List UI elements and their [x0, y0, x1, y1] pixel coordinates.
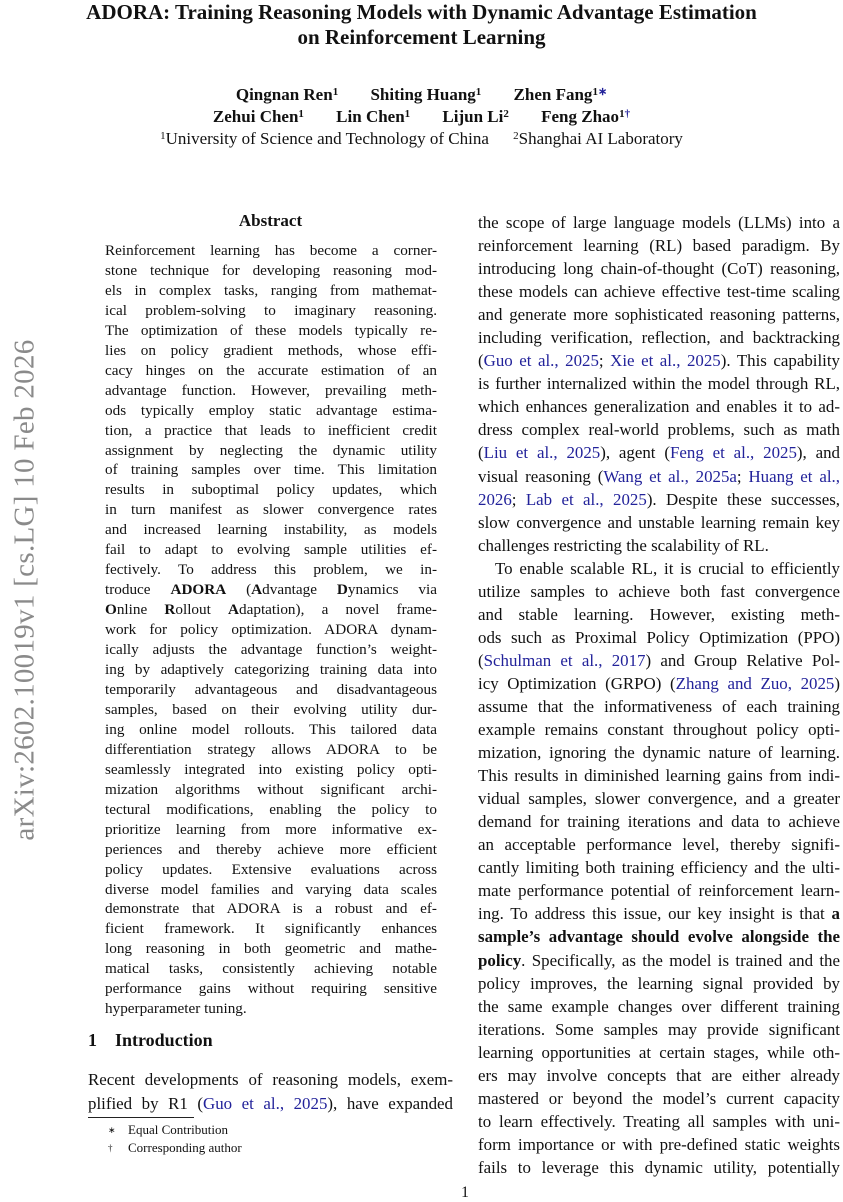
text-line — [478, 741, 840, 764]
text-run: fectively. To address this problem, we in- — [105, 561, 437, 579]
affiliation-number: 1 — [592, 86, 598, 98]
text-line — [478, 764, 840, 787]
author-row-2 — [0, 106, 843, 128]
text-run: fail to adapt to evolving sample utilities ef- — [105, 541, 437, 559]
text-line — [478, 672, 840, 695]
text-line — [478, 488, 840, 511]
text-line — [478, 1156, 840, 1179]
citation-link[interactable]: Liu et al., 2025 — [483, 443, 601, 463]
author-name: Lijun Li — [442, 107, 504, 126]
title-line-1: ADORA: Training Reasoning Models with Dynamic Advantage Estimation — [86, 0, 757, 24]
text-run: an acceptable performance level, thereby signifi- — [478, 835, 840, 855]
text-line — [478, 303, 840, 326]
text-line — [478, 372, 840, 395]
footnote — [108, 1140, 242, 1156]
text-run: ical problem-solving to imaginary reasoning. — [105, 301, 437, 319]
text-run: ). This capability — [720, 351, 840, 371]
affiliation — [513, 129, 683, 148]
text-run: introducing long chain-of-thought (CoT) reasoning, — [478, 259, 840, 279]
text-run: work for policy optimization. ADORA dynam- — [105, 621, 437, 639]
affiliation-mark — [592, 86, 607, 98]
text-run: ers may involve concepts that are either already — [478, 1065, 840, 1085]
affiliation — [160, 129, 489, 148]
affiliation-number: 1 — [619, 108, 625, 120]
text-run: hyperparameter tuning. — [105, 1000, 247, 1018]
footnote-text: Corresponding author — [128, 1140, 242, 1155]
text-line — [478, 995, 840, 1018]
text-line — [105, 361, 437, 381]
affiliation-mark: 1 — [298, 108, 304, 120]
text-run: results in suboptimal policy updates, which — [105, 481, 437, 499]
author — [336, 107, 410, 126]
text-line — [478, 1064, 840, 1087]
text-run: ollout — [175, 601, 229, 619]
author-name: Feng Zhao — [541, 107, 620, 126]
citation-link[interactable]: Lab et al., 2025 — [525, 489, 647, 509]
text-run: assume that the informativeness of each training — [478, 696, 840, 716]
text-run: challenges restricting the scalability of RL. — [478, 535, 769, 555]
text-line — [105, 500, 437, 520]
text-run: ; — [736, 466, 749, 486]
text-run: the scope of large language models (LLMs) into a — [478, 213, 840, 232]
text-line — [478, 211, 840, 234]
author-name: Qingnan Ren — [235, 85, 333, 104]
text-run: nline — [116, 601, 165, 619]
text-line — [478, 695, 840, 718]
text-run: mization algorithms without significant archi- — [105, 780, 437, 798]
text-line — [105, 840, 437, 860]
text-run: ods typically employ static advantage estima- — [105, 401, 437, 419]
text-line — [478, 1110, 840, 1133]
text-run: advantage function. However, prevailing meth- — [105, 381, 437, 399]
text-line — [478, 603, 840, 626]
text-run: troduce — [105, 581, 171, 599]
text-run: ( — [226, 581, 252, 599]
text-line — [105, 720, 437, 740]
text-line — [105, 421, 437, 441]
text-run: ; — [511, 489, 526, 509]
text-run: mate performance potential of reinforcement learn- — [478, 881, 840, 901]
text-run: iterations. Some samples may provide significant — [478, 1019, 840, 1039]
introduction-left-column — [88, 1068, 453, 1115]
text-run: of training samples over time. This limitation — [105, 461, 437, 479]
text-line — [478, 1018, 840, 1041]
text-run: diverse model families and varying data scales — [105, 880, 437, 898]
citation-link[interactable]: Guo et al., 2025 — [483, 351, 599, 371]
text-run: ) — [834, 673, 840, 693]
text-line — [478, 972, 840, 995]
text-line — [478, 1133, 840, 1156]
footnote-link[interactable]: ∗ — [597, 86, 608, 98]
text-line — [105, 740, 437, 760]
page-number: 1 — [461, 1184, 469, 1201]
bold-text: policy — [478, 950, 522, 970]
text-line — [478, 626, 840, 649]
text-run: reinforcement learning (RL) based paradigm. By — [478, 236, 840, 256]
text-line — [105, 780, 437, 800]
text-run: matical tasks, consistently achieving notable — [105, 960, 437, 978]
text-line — [105, 700, 437, 720]
affiliation-mark: 1 — [404, 108, 411, 120]
text-line — [478, 787, 840, 810]
text-run: long reasoning in both geometric and mathe- — [105, 940, 437, 958]
text-run: cantly limiting both training efficiency and the ulti- — [478, 858, 840, 878]
text-line — [478, 810, 840, 833]
text-line — [105, 999, 437, 1019]
text-run: to learn effectively. Treating all samples with uni- — [478, 1111, 840, 1131]
text-run: policy updates. Extensive evaluations across — [105, 860, 437, 878]
author — [442, 107, 508, 126]
text-line — [478, 557, 840, 580]
author-name: Zhen Fang — [513, 85, 593, 104]
text-run: ( — [478, 351, 484, 371]
text-run: Recent developments of reasoning models, exem- — [88, 1070, 453, 1089]
bold-text: A — [228, 601, 240, 619]
text-line — [478, 879, 840, 902]
citation-link[interactable]: 2026 — [478, 489, 512, 509]
affiliation-name: Shanghai AI Laboratory — [518, 129, 683, 148]
text-line — [105, 441, 437, 461]
text-run: and increased learning instability, as models — [105, 521, 437, 539]
text-run: ically adjusts the advantage function’s weight- — [105, 641, 437, 659]
title-line-2: on Reinforcement Learning — [297, 25, 546, 49]
abstract-heading: Abstract — [238, 211, 303, 230]
text-run: Reinforcement learning has become a corner- — [105, 242, 437, 259]
bold-text: ADORA — [170, 581, 227, 599]
text-line — [105, 381, 437, 401]
text-line — [478, 349, 840, 372]
text-line — [478, 649, 840, 672]
text-run: prioritize learning from more informative ex- — [105, 820, 437, 838]
text-run: ing. To address this issue, our key insight is that — [478, 904, 832, 924]
text-run: demonstrate that ADORA is a robust and ef- — [105, 900, 437, 918]
citation-link[interactable]: Zhang and Zuo, 2025 — [675, 673, 835, 693]
text-line — [105, 281, 437, 301]
text-line — [105, 760, 437, 780]
abstract-body — [105, 241, 437, 1019]
text-line — [478, 902, 840, 925]
text-run: is further internalized within the model through RL, — [478, 374, 840, 394]
text-run: lies on policy gradient methods, whose effi- — [105, 341, 437, 359]
text-line — [478, 856, 840, 879]
text-line — [105, 261, 437, 281]
affiliation-mark: 1 — [475, 86, 482, 98]
text-line — [478, 1087, 840, 1110]
text-line — [105, 520, 437, 540]
text-run: utilize samples to achieve both fast convergence — [478, 581, 840, 601]
author-block — [0, 84, 843, 150]
text-run: ), agent ( — [600, 443, 670, 463]
text-run: stone technique for developing reasoning mod- — [105, 261, 437, 279]
text-run: fails to leverage this dynamic utility, potentially — [478, 1157, 840, 1177]
text-line — [478, 326, 840, 349]
text-line — [105, 460, 437, 480]
text-line — [105, 341, 437, 361]
author-row-1 — [0, 84, 843, 106]
text-line — [105, 680, 437, 700]
text-run: temporarily advantageous and disadvantageous — [105, 680, 437, 698]
section-title: Introduction — [115, 1030, 213, 1050]
text-run: visual reasoning ( — [478, 466, 604, 486]
text-line — [88, 1092, 453, 1116]
text-line — [478, 534, 840, 557]
citation-link[interactable]: Guo et al., 2025 — [203, 1093, 328, 1113]
text-run: ), have expanded — [327, 1093, 453, 1113]
affiliations — [0, 128, 843, 150]
author-name: Lin Chen — [336, 107, 405, 126]
text-run: in turn manifest as slower convergence rates — [105, 501, 437, 519]
text-run: periences and thereby achieve more efficient — [105, 840, 437, 858]
text-line — [478, 511, 840, 534]
text-run: and generate more sophisticated reasoning patterns, — [478, 305, 840, 325]
text-line — [105, 580, 437, 600]
affiliation-number: 1 — [160, 130, 166, 142]
text-line — [478, 280, 840, 303]
text-line — [105, 321, 437, 341]
text-line — [105, 560, 437, 580]
section-number: 1 — [88, 1030, 97, 1050]
text-run: To enable scalable RL, it is crucial to efficiently — [495, 558, 840, 578]
text-line — [478, 441, 840, 464]
text-run: This results in diminished learning gains from indi- — [478, 766, 840, 786]
text-line — [478, 465, 840, 488]
text-line — [105, 540, 437, 560]
text-line — [105, 800, 437, 820]
affiliation-mark — [619, 108, 630, 120]
text-line — [105, 919, 437, 939]
text-run: plified by R1 ( — [88, 1093, 204, 1113]
introduction-right-column — [478, 211, 840, 1179]
text-line — [105, 880, 437, 900]
affiliation-mark: 1 — [332, 86, 339, 98]
author — [514, 85, 608, 104]
text-run: ; — [598, 351, 611, 371]
text-run: learning opportunities at certain stages, while oth- — [478, 1042, 840, 1062]
text-line — [105, 620, 437, 640]
text-run: performance gains without requiring sensitive — [105, 980, 437, 998]
text-line — [105, 959, 437, 979]
text-run: samples, based on their evolving utility dur- — [105, 700, 437, 718]
text-run: demand for training iterations and data to achieve — [478, 812, 840, 832]
paper-title — [0, 0, 843, 50]
text-run: assignment by neglecting the dynamic utility — [105, 441, 437, 459]
text-run: icy Optimization (GRPO) ( — [478, 673, 676, 693]
text-line — [105, 600, 437, 620]
text-line — [478, 833, 840, 856]
author — [213, 107, 304, 126]
citation-link[interactable]: Schulman et al., 2017 — [483, 650, 646, 670]
text-run: ods such as Proximal Policy Optimization (PPO) — [478, 627, 840, 647]
text-line — [478, 925, 840, 948]
text-line — [88, 1068, 453, 1092]
affiliation-mark: 2 — [503, 108, 509, 120]
author-name: Shiting Huang — [370, 85, 476, 104]
text-run: ( — [478, 443, 484, 463]
text-line — [105, 939, 437, 959]
text-run: cacy hinges on the accurate estimation of an — [105, 361, 437, 379]
text-run: . Specifically, as the model is trained and the — [521, 950, 840, 970]
text-line — [478, 418, 840, 441]
text-run: differentiation strategy allows ADORA to be — [105, 740, 437, 758]
text-run: ). Despite these successes, — [646, 489, 840, 509]
citation-link[interactable]: Wang et al., 2025a — [603, 466, 737, 486]
text-run: form importance or with pre-defined static weights — [478, 1134, 840, 1154]
text-line — [105, 660, 437, 680]
text-line — [105, 979, 437, 999]
affiliation-number: 2 — [513, 130, 519, 142]
bold-text: D — [336, 581, 348, 599]
text-run: these models can achieve effective test-time scaling — [478, 282, 840, 302]
text-run: example remains constant throughout policy opti- — [478, 720, 840, 740]
text-line — [105, 401, 437, 421]
footnote-link[interactable]: † — [624, 108, 631, 120]
text-run: ing online model rollouts. This tailored data — [105, 720, 437, 738]
text-run: seamlessly integrated into existing policy opti- — [105, 760, 437, 778]
text-line — [105, 241, 437, 261]
text-run: policy improves, the learning signal provided by — [478, 973, 840, 993]
text-run: ), and — [796, 443, 841, 463]
text-line — [478, 234, 840, 257]
text-run: vidual samples, slower convergence, and a greater — [478, 789, 840, 809]
text-run: mization, ignoring the dynamic nature of learning. — [478, 743, 840, 763]
text-run: ynamics via — [347, 581, 437, 599]
text-line — [105, 480, 437, 500]
bold-text: sample’s advantage should evolve alongside the — [478, 927, 840, 947]
author — [236, 85, 338, 104]
text-line — [105, 899, 437, 919]
text-line — [105, 301, 437, 321]
text-run: ing by adaptively categorizing training data into — [105, 661, 437, 679]
text-run: which enhances generalization and enables it to ad- — [478, 397, 840, 417]
text-line — [478, 395, 840, 418]
text-line — [478, 949, 840, 972]
bold-text: a — [831, 904, 840, 924]
footnote — [108, 1122, 228, 1138]
text-run: slow convergence and unstable learning remain key — [478, 512, 840, 532]
footnote-mark: † — [108, 1143, 113, 1153]
footnote-rule — [88, 1117, 194, 1118]
text-run: dvantage — [262, 581, 337, 599]
footnote-text: Equal Contribution — [128, 1122, 229, 1137]
text-run: ficient framework. It significantly enhances — [105, 920, 437, 938]
text-run: mastered or beyond the model’s current capacity — [478, 1088, 840, 1108]
text-run: els in complex tasks, ranging from mathemat- — [105, 281, 437, 299]
citation-link[interactable]: Huang et al., — [748, 466, 840, 486]
text-line — [105, 860, 437, 880]
affiliation-name: University of Science and Technology of China — [165, 129, 489, 148]
author-name: Zehui Chen — [212, 107, 299, 126]
bold-text: A — [251, 581, 263, 599]
text-run: including verification, reflection, and backtracking — [478, 328, 840, 348]
text-run: the same example changes over different training — [478, 996, 840, 1016]
text-run: The optimization of these models typically re- — [105, 321, 437, 339]
bold-text: R — [164, 601, 176, 619]
text-line — [478, 1041, 840, 1064]
text-run: ) and Group Relative Pol- — [645, 650, 841, 670]
text-run: and stable learning. However, existing meth- — [478, 604, 840, 624]
text-run: ( — [478, 650, 484, 670]
arxiv-stamp: arXiv:2602.10019v1 [cs.LG] 10 Feb 2026 — [8, 339, 41, 841]
author — [541, 107, 630, 126]
text-run: tion, a practice that leads to inefficient credit — [105, 421, 437, 439]
footnote-mark: ∗ — [108, 1125, 116, 1135]
text-line — [478, 580, 840, 603]
author — [370, 85, 481, 104]
text-run: daptation), a novel frame- — [239, 601, 437, 619]
text-line — [105, 820, 437, 840]
citation-link[interactable]: Xie et al., 2025 — [610, 351, 721, 371]
citation-link[interactable]: Feng et al., 2025 — [669, 443, 797, 463]
text-line — [478, 257, 840, 280]
text-line — [105, 640, 437, 660]
text-run: dress complex real-world problems, such as math — [478, 420, 840, 440]
bold-text: O — [105, 601, 117, 619]
section-heading-introduction — [88, 1030, 213, 1051]
text-line — [478, 718, 840, 741]
text-run: tectural modifications, enabling the policy to — [105, 800, 437, 818]
